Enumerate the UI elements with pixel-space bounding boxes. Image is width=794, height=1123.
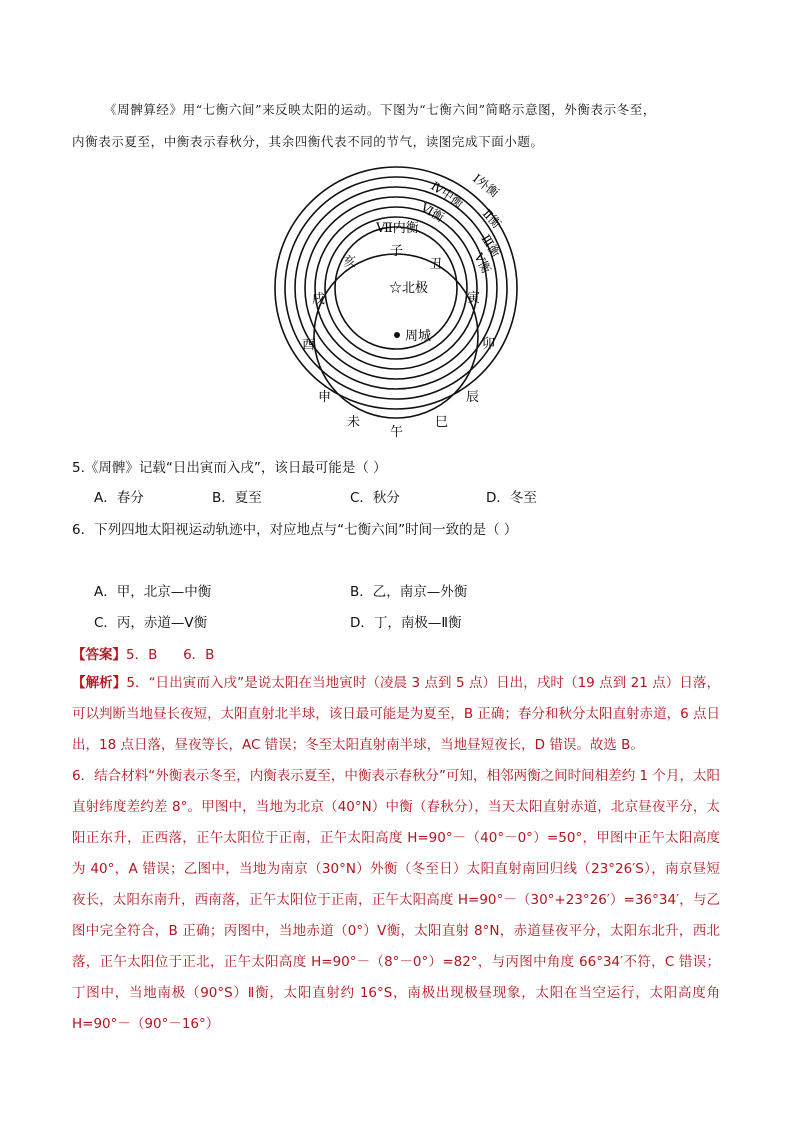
branch-zi: 子 — [390, 244, 404, 259]
branch-wei: 未 — [347, 415, 361, 430]
seven-heng-diagram — [260, 160, 530, 440]
q6-option-b[interactable]: B．乙，南京—外衡 — [350, 584, 468, 600]
intro-line-2: 内衡表示夏至，中衡表示春秋分，其余四衡代表不同的节气，读图完成下面小题。 — [72, 134, 544, 149]
answer-text: 5．B 6．B — [126, 647, 215, 663]
q5-option-c[interactable]: C．秋分 — [350, 490, 400, 506]
branch-chou: 丑 — [430, 257, 444, 272]
branch-chen: 辰 — [466, 390, 480, 405]
branch-yin: 寅 — [467, 291, 481, 306]
answer-label: 【答案】 — [72, 647, 126, 663]
heng-label-3: Ⅲ衡 — [478, 232, 503, 260]
heng-label-2: Ⅱ衡 — [479, 206, 504, 231]
zhou-city-dot — [394, 332, 400, 338]
heng-label-6: Ⅵ衡 — [418, 200, 447, 225]
heng-label-1: Ⅰ外衡 — [470, 171, 502, 201]
zhou-city-label: 周城 — [405, 329, 432, 344]
q6-option-a[interactable]: A．甲，北京—中衡 — [94, 584, 212, 600]
branch-you: 酉 — [302, 338, 316, 353]
intro-line-1: 《周髀算经》用“七衡六间”来反映太阳的运动。下图为“七衡六间”简略示意图，外衡表示冬至， — [104, 102, 656, 117]
analysis-q5-text: 5．“日出寅而入戌”是说太阳在当地寅时（凌晨 3 点到 5 点）日出，戌时（19 点到 21 点）日落，可以判断当地昼长夜短，太阳直射北半球，该日最可能是为夏至，B 正确；春分和秋分太阳直射赤道，6 点日出，18 点日落，昼夜等长，AC 错误；冬至太阳直射南半球，当地昼短夜长，D 错误。故选 B。 — [72, 675, 721, 753]
q5-option-a[interactable]: A．春分 — [94, 490, 144, 506]
analysis-q5 — [72, 668, 720, 761]
heng-label-4: Ⅳ中衡 — [428, 178, 466, 211]
branch-wu: 午 — [390, 425, 404, 440]
q6-stem: 6．下列四地太阳视运动轨迹中，对应地点与“七衡六间”时间一致的是（ ） — [72, 522, 518, 538]
north-pole-label: ☆北极 — [389, 281, 429, 296]
branch-hai: 亥 — [343, 255, 357, 270]
branch-shen: 申 — [318, 390, 332, 405]
heng-label-5: Ⅴ衡 — [471, 250, 494, 276]
answer-line — [72, 643, 214, 663]
q5-option-d[interactable]: D．冬至 — [486, 490, 537, 506]
analysis-q6: 6．结合材料“外衡表示冬至，内衡表示夏至，中衡表示春秋分”可知，相邻两衡之间时间相差约 1 个月，太阳直射纬度差约差 8°。甲图中，当地为北京（40°N）中衡（春秋分），当天太阳直射赤道，北京昼夜平分，太阳正东升，正西落，正午太阳位于正南，正午太阳高度 H=90°－（40°－0°）=50°，甲图中正午太阳高度为 40°，A 错误；乙图中，当地为南京（30°N）外衡（冬至日）太阳直射南回归线（23°26′S），南京昼短夜长，太阳东南升，西南落，正午太阳位于正南，正午太阳高度 H=90°－（30°+23°26′）=36°34′，与乙图中完全符合，B 正确；丙图中，当地赤道（0°）Ⅴ衡，太阳直射 8°N，赤道昼夜平分，太阳东北升，西北落，正午太阳位于正北，正午太阳高度 H=90°－（8°－0°）=82°，与丙图中角度 66°34′不符，C 错误；丁图中，当地南极（90°S）Ⅱ衡，太阳直射约 16°S，南极出现极昼现象，太阳在当空运行，太阳高度角 H=90°－（90°－16°） — [72, 768, 720, 1032]
q6-option-c[interactable]: C．丙，赤道—Ⅴ衡 — [94, 615, 208, 631]
q5-option-b[interactable]: B．夏至 — [212, 490, 262, 506]
heng-label-7: Ⅶ内衡 — [376, 221, 419, 236]
analysis-label: 【解析】 — [72, 675, 127, 691]
branch-xu: 戌 — [312, 292, 326, 307]
q6-option-d[interactable]: D．丁，南极—Ⅱ衡 — [350, 615, 462, 631]
branch-si: 巳 — [435, 415, 449, 430]
q5-stem: 5.《周髀》记载“日出寅而入戌”，该日最可能是（ ） — [72, 460, 387, 476]
branch-mao: 卯 — [482, 337, 496, 352]
